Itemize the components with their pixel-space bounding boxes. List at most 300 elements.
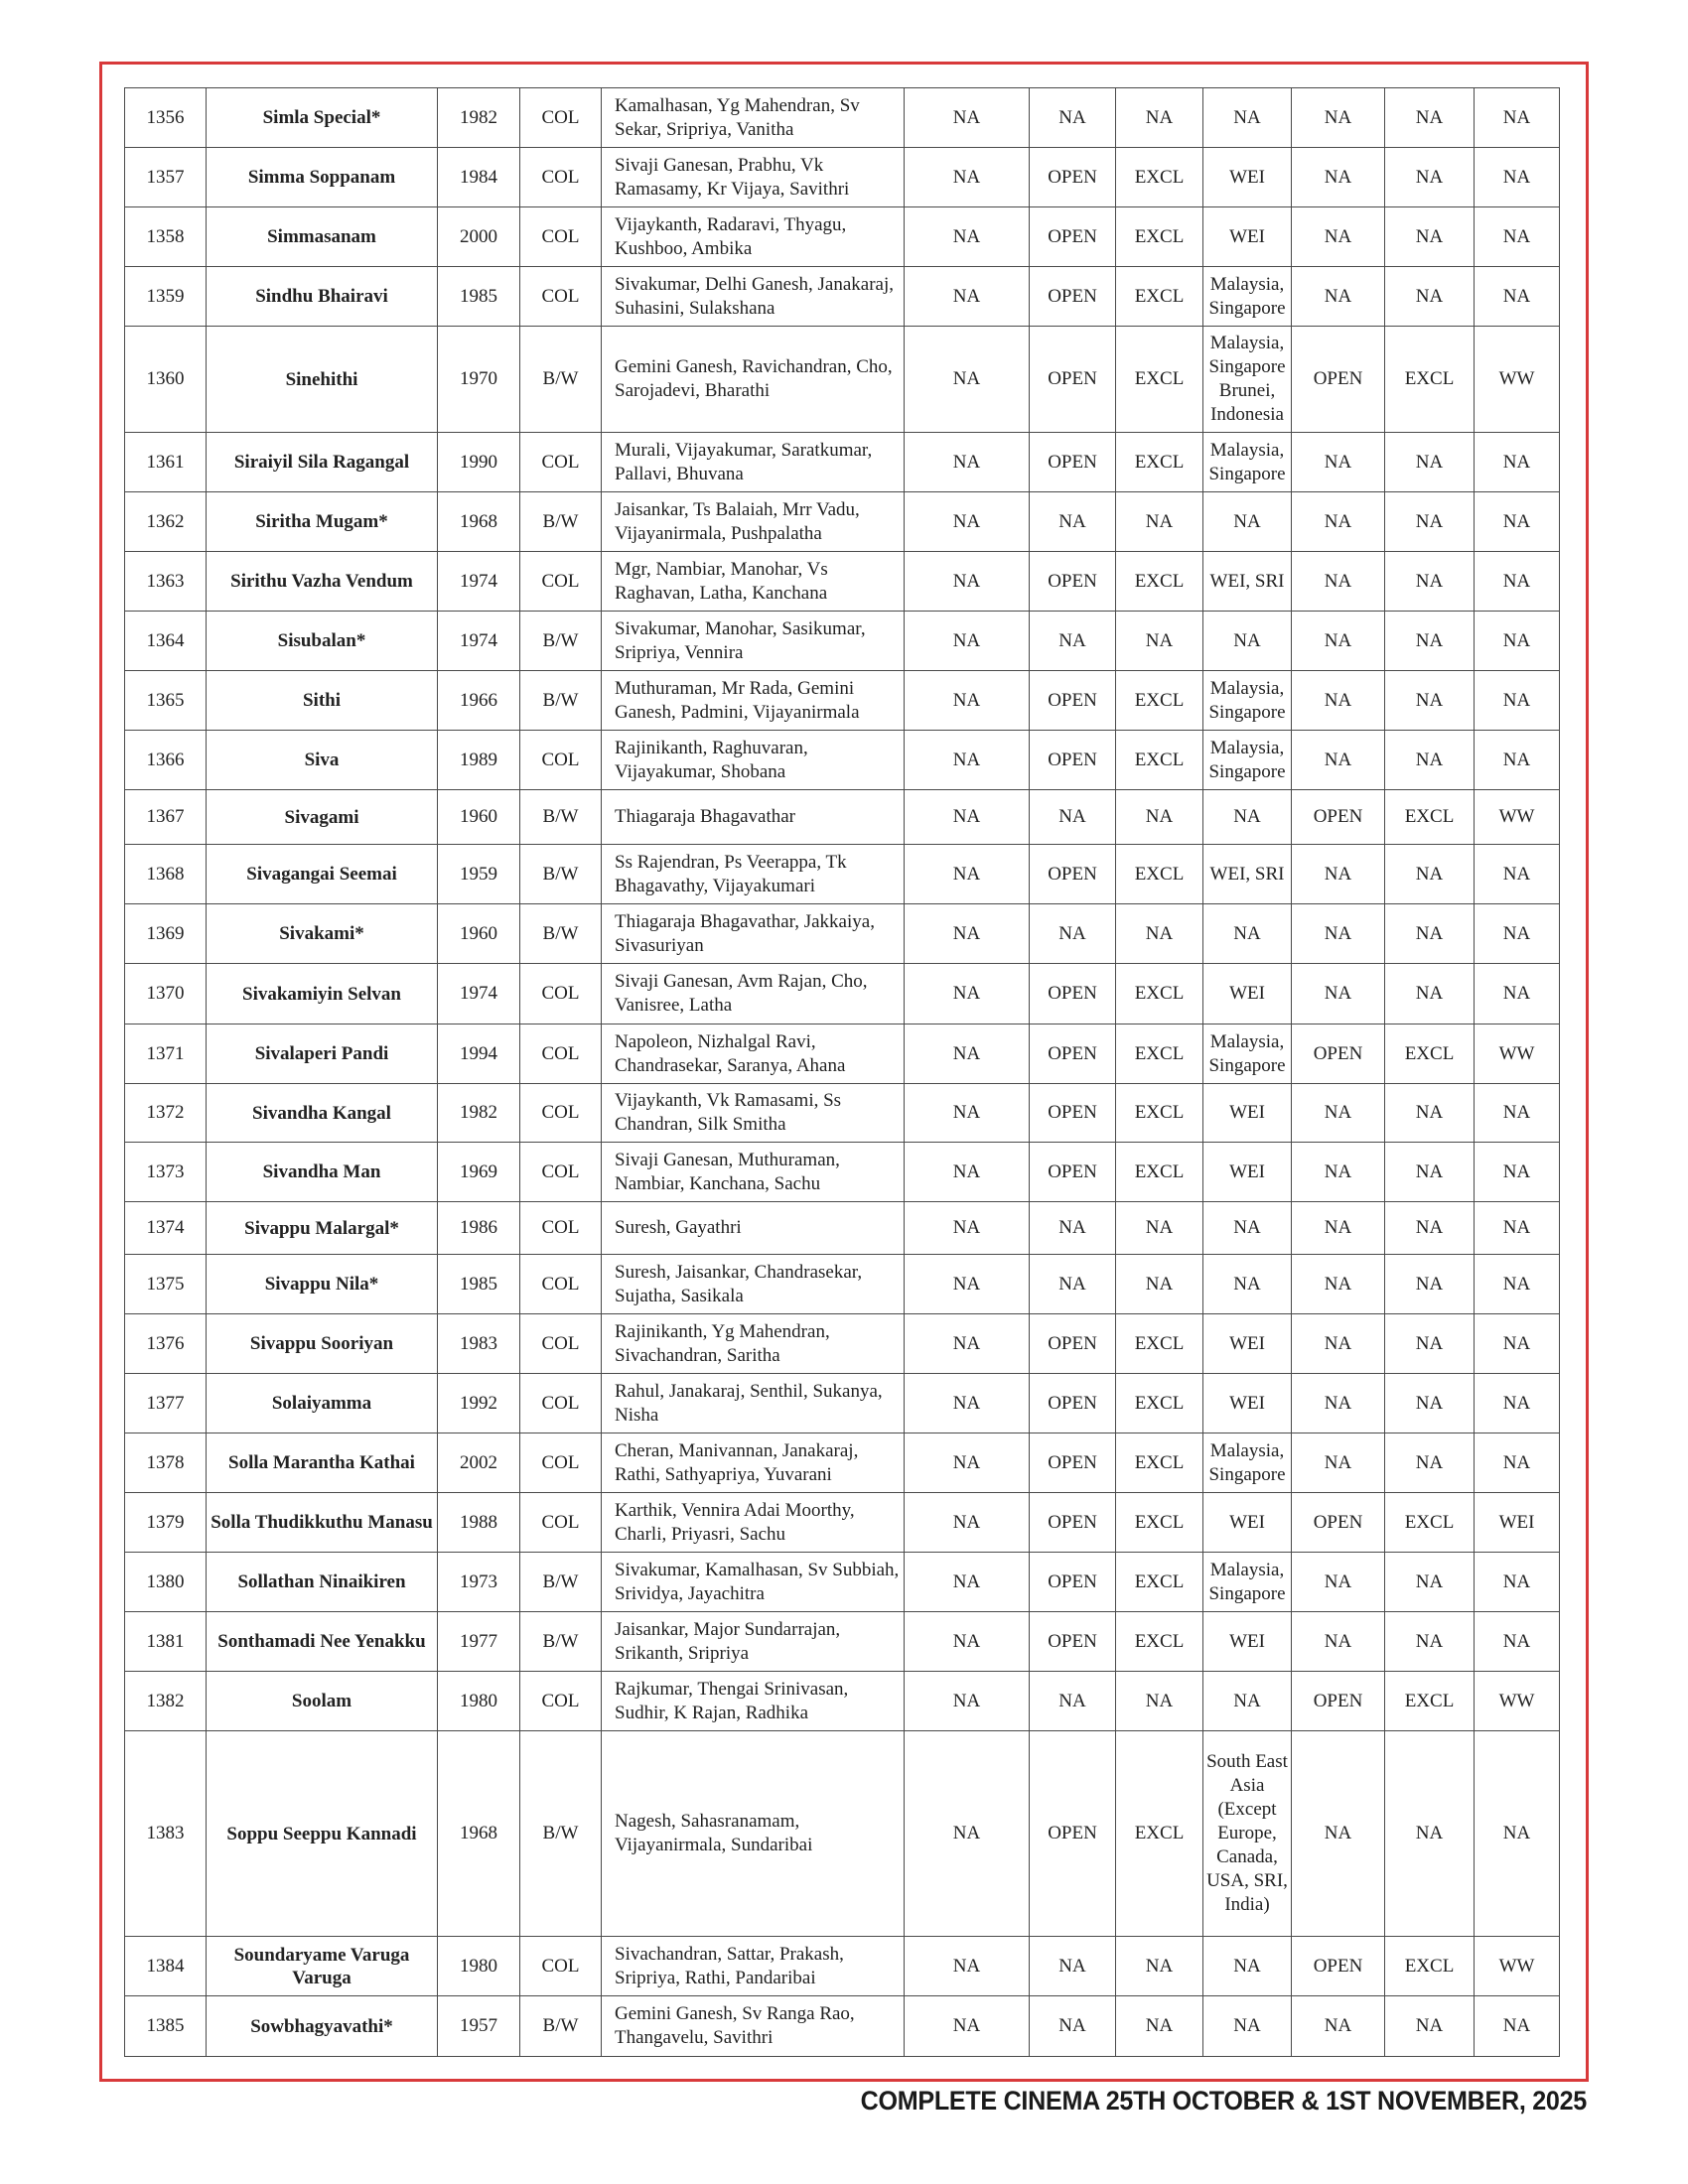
cast-cell: Rajinikanth, Yg Mahendran, Sivachandran, Saritha xyxy=(602,1314,905,1374)
rights-col8-cell: EXCL xyxy=(1116,1024,1203,1084)
year-cell: 1977 xyxy=(438,1612,520,1672)
rights-col11-cell: NA xyxy=(1385,1731,1475,1937)
cast-cell: Vijaykanth, Radaravi, Thyagu, Kushboo, Ambika xyxy=(602,207,905,267)
territory-cell: WEI xyxy=(1203,1314,1292,1374)
territory-cell: NA xyxy=(1203,1255,1292,1314)
rights-col8-cell: EXCL xyxy=(1116,964,1203,1024)
rights-col8-cell: EXCL xyxy=(1116,433,1203,492)
year-cell: 1986 xyxy=(438,1202,520,1255)
rights-col8-cell: EXCL xyxy=(1116,671,1203,731)
year-cell: 1990 xyxy=(438,433,520,492)
rights-col7-cell: NA xyxy=(1030,1672,1116,1731)
territory-cell: Malaysia, Singapore Brunei, Indonesia xyxy=(1203,327,1292,433)
rights-col7-cell: OPEN xyxy=(1030,327,1116,433)
table-row xyxy=(125,1024,1560,1084)
rights-col11-cell: EXCL xyxy=(1385,1493,1475,1553)
rights-col6-cell: NA xyxy=(905,1731,1030,1937)
film-title-cell: Siritha Mugam* xyxy=(207,492,438,552)
table-row xyxy=(125,671,1560,731)
rights-col6-cell: NA xyxy=(905,1672,1030,1731)
year-cell: 1988 xyxy=(438,1493,520,1553)
film-title-cell: Sithi xyxy=(207,671,438,731)
rights-col11-cell: NA xyxy=(1385,904,1475,964)
serial-number-cell: 1368 xyxy=(125,845,207,904)
cast-cell: Thiagaraja Bhagavathar xyxy=(602,790,905,845)
rights-col11-cell: NA xyxy=(1385,207,1475,267)
serial-number-cell: 1366 xyxy=(125,731,207,790)
rights-col11-cell: NA xyxy=(1385,1084,1475,1143)
serial-number-cell: 1370 xyxy=(125,964,207,1024)
rights-col6-cell: NA xyxy=(905,612,1030,671)
format-cell: B/W xyxy=(520,671,602,731)
territory-cell: Malaysia, Singapore xyxy=(1203,731,1292,790)
year-cell: 1968 xyxy=(438,1731,520,1937)
year-cell: 1959 xyxy=(438,845,520,904)
cast-cell: Thiagaraja Bhagavathar, Jakkaiya, Sivasuriyan xyxy=(602,904,905,964)
cast-cell: Vijaykanth, Vk Ramasami, Ss Chandran, Silk Smitha xyxy=(602,1084,905,1143)
year-cell: 1966 xyxy=(438,671,520,731)
territory-cell: Malaysia, Singapore xyxy=(1203,1553,1292,1612)
film-title-cell: Sivandha Kangal xyxy=(207,1084,438,1143)
year-cell: 1994 xyxy=(438,1024,520,1084)
format-cell: COL xyxy=(520,148,602,207)
serial-number-cell: 1378 xyxy=(125,1433,207,1493)
rights-col6-cell: NA xyxy=(905,671,1030,731)
territory-cell: NA xyxy=(1203,612,1292,671)
format-cell: B/W xyxy=(520,904,602,964)
format-cell: COL xyxy=(520,433,602,492)
rights-col6-cell: NA xyxy=(905,207,1030,267)
cast-cell: Rajkumar, Thengai Srinivasan, Sudhir, K Rajan, Radhika xyxy=(602,1672,905,1731)
territory-cell: WEI, SRI xyxy=(1203,552,1292,612)
cast-cell: Sivaji Ganesan, Muthuraman, Nambiar, Kanchana, Sachu xyxy=(602,1143,905,1202)
rights-col8-cell: EXCL xyxy=(1116,1084,1203,1143)
film-title-cell: Soolam xyxy=(207,1672,438,1731)
table-row xyxy=(125,1433,1560,1493)
rights-col7-cell: OPEN xyxy=(1030,1493,1116,1553)
rights-col10-cell: NA xyxy=(1292,1202,1385,1255)
cast-cell: Murali, Vijayakumar, Saratkumar, Pallavi, Bhuvana xyxy=(602,433,905,492)
rights-col11-cell: EXCL xyxy=(1385,1672,1475,1731)
film-title-cell: Sonthamadi Nee Yenakku xyxy=(207,1612,438,1672)
table-row xyxy=(125,1553,1560,1612)
table-row xyxy=(125,492,1560,552)
serial-number-cell: 1357 xyxy=(125,148,207,207)
rights-col8-cell: EXCL xyxy=(1116,1374,1203,1433)
territory-cell: WEI xyxy=(1203,964,1292,1024)
format-cell: COL xyxy=(520,267,602,327)
rights-col12-cell: NA xyxy=(1475,1202,1560,1255)
territory-cell: WEI xyxy=(1203,1143,1292,1202)
territory-cell: Malaysia, Singapore xyxy=(1203,1433,1292,1493)
rights-col10-cell: NA xyxy=(1292,1433,1385,1493)
cast-cell: Jaisankar, Ts Balaiah, Mrr Vadu, Vijayanirmala, Pushpalatha xyxy=(602,492,905,552)
rights-col7-cell: OPEN xyxy=(1030,552,1116,612)
year-cell: 2000 xyxy=(438,207,520,267)
rights-col7-cell: OPEN xyxy=(1030,731,1116,790)
film-title-cell: Solaiyamma xyxy=(207,1374,438,1433)
format-cell: B/W xyxy=(520,790,602,845)
film-title-cell: Sivappu Nila* xyxy=(207,1255,438,1314)
format-cell: COL xyxy=(520,964,602,1024)
film-title-cell: Sirithu Vazha Vendum xyxy=(207,552,438,612)
rights-col12-cell: NA xyxy=(1475,492,1560,552)
format-cell: COL xyxy=(520,1143,602,1202)
rights-col6-cell: NA xyxy=(905,1996,1030,2057)
table-row xyxy=(125,731,1560,790)
rights-col12-cell: NA xyxy=(1475,1612,1560,1672)
film-title-cell: Sindhu Bhairavi xyxy=(207,267,438,327)
table-row xyxy=(125,1731,1560,1937)
serial-number-cell: 1384 xyxy=(125,1937,207,1996)
rights-col8-cell: NA xyxy=(1116,904,1203,964)
rights-col7-cell: NA xyxy=(1030,88,1116,148)
rights-col12-cell: NA xyxy=(1475,433,1560,492)
rights-col12-cell: NA xyxy=(1475,1996,1560,2057)
rights-col7-cell: OPEN xyxy=(1030,1374,1116,1433)
film-title-cell: Siva xyxy=(207,731,438,790)
rights-col12-cell: NA xyxy=(1475,1084,1560,1143)
rights-col12-cell: NA xyxy=(1475,731,1560,790)
table-row xyxy=(125,1084,1560,1143)
film-title-cell: Siraiyil Sila Ragangal xyxy=(207,433,438,492)
rights-col10-cell: NA xyxy=(1292,1143,1385,1202)
rights-col12-cell: NA xyxy=(1475,1553,1560,1612)
rights-col10-cell: NA xyxy=(1292,492,1385,552)
rights-col10-cell: OPEN xyxy=(1292,790,1385,845)
film-rights-table xyxy=(124,87,1560,2057)
rights-col8-cell: EXCL xyxy=(1116,267,1203,327)
rights-col11-cell: NA xyxy=(1385,1996,1475,2057)
rights-col6-cell: NA xyxy=(905,552,1030,612)
film-title-cell: Sinehithi xyxy=(207,327,438,433)
serial-number-cell: 1373 xyxy=(125,1143,207,1202)
rights-col11-cell: NA xyxy=(1385,1374,1475,1433)
rights-col12-cell: NA xyxy=(1475,1731,1560,1937)
rights-col10-cell: NA xyxy=(1292,433,1385,492)
table-row xyxy=(125,267,1560,327)
rights-col7-cell: NA xyxy=(1030,612,1116,671)
serial-number-cell: 1385 xyxy=(125,1996,207,2057)
format-cell: COL xyxy=(520,207,602,267)
rights-col7-cell: NA xyxy=(1030,790,1116,845)
rights-col10-cell: NA xyxy=(1292,207,1385,267)
cast-cell: Muthuraman, Mr Rada, Gemini Ganesh, Padmini, Vijayanirmala xyxy=(602,671,905,731)
rights-col6-cell: NA xyxy=(905,267,1030,327)
rights-col6-cell: NA xyxy=(905,964,1030,1024)
year-cell: 1985 xyxy=(438,267,520,327)
territory-cell: WEI xyxy=(1203,148,1292,207)
cast-cell: Rahul, Janakaraj, Senthil, Sukanya, Nisha xyxy=(602,1374,905,1433)
cast-cell: Nagesh, Sahasranamam, Vijayanirmala, Sundaribai xyxy=(602,1731,905,1937)
film-title-cell: Sivakami* xyxy=(207,904,438,964)
cast-cell: Kamalhasan, Yg Mahendran, Sv Sekar, Sripriya, Vanitha xyxy=(602,88,905,148)
rights-col10-cell: NA xyxy=(1292,88,1385,148)
cast-cell: Suresh, Jaisankar, Chandrasekar, Sujatha, Sasikala xyxy=(602,1255,905,1314)
table-row xyxy=(125,1314,1560,1374)
serial-number-cell: 1376 xyxy=(125,1314,207,1374)
film-title-cell: Solla Marantha Kathai xyxy=(207,1433,438,1493)
rights-col8-cell: EXCL xyxy=(1116,1553,1203,1612)
rights-col10-cell: NA xyxy=(1292,845,1385,904)
film-title-cell: Simma Soppanam xyxy=(207,148,438,207)
rights-col8-cell: NA xyxy=(1116,88,1203,148)
rights-col10-cell: OPEN xyxy=(1292,1672,1385,1731)
year-cell: 1974 xyxy=(438,552,520,612)
rights-col7-cell: NA xyxy=(1030,1202,1116,1255)
year-cell: 1960 xyxy=(438,904,520,964)
rights-col6-cell: NA xyxy=(905,88,1030,148)
territory-cell: South East Asia (Except Europe, Canada, USA, SRI, India) xyxy=(1203,1731,1292,1937)
format-cell: COL xyxy=(520,1202,602,1255)
serial-number-cell: 1367 xyxy=(125,790,207,845)
territory-cell: NA xyxy=(1203,1202,1292,1255)
rights-col12-cell: NA xyxy=(1475,845,1560,904)
serial-number-cell: 1371 xyxy=(125,1024,207,1084)
territory-cell: NA xyxy=(1203,88,1292,148)
rights-col8-cell: EXCL xyxy=(1116,731,1203,790)
cast-cell: Ss Rajendran, Ps Veerappa, Tk Bhagavathy, Vijayakumari xyxy=(602,845,905,904)
rights-col11-cell: NA xyxy=(1385,1314,1475,1374)
cast-cell: Rajinikanth, Raghuvaran, Vijayakumar, Shobana xyxy=(602,731,905,790)
serial-number-cell: 1380 xyxy=(125,1553,207,1612)
film-title-cell: Sivandha Man xyxy=(207,1143,438,1202)
rights-col8-cell: NA xyxy=(1116,1255,1203,1314)
territory-cell: NA xyxy=(1203,492,1292,552)
rights-col10-cell: NA xyxy=(1292,552,1385,612)
film-title-cell: Sivagami xyxy=(207,790,438,845)
rights-col7-cell: NA xyxy=(1030,904,1116,964)
territory-cell: WEI, SRI xyxy=(1203,845,1292,904)
rights-col7-cell: NA xyxy=(1030,1996,1116,2057)
territory-cell: NA xyxy=(1203,904,1292,964)
format-cell: COL xyxy=(520,1374,602,1433)
rights-col12-cell: WW xyxy=(1475,1024,1560,1084)
rights-col6-cell: NA xyxy=(905,790,1030,845)
rights-col8-cell: EXCL xyxy=(1116,1143,1203,1202)
serial-number-cell: 1369 xyxy=(125,904,207,964)
film-title-cell: Sisubalan* xyxy=(207,612,438,671)
format-cell: B/W xyxy=(520,1731,602,1937)
rights-col8-cell: EXCL xyxy=(1116,1731,1203,1937)
year-cell: 1980 xyxy=(438,1937,520,1996)
table-row xyxy=(125,1672,1560,1731)
cast-cell: Sivakumar, Kamalhasan, Sv Subbiah, Srividya, Jayachitra xyxy=(602,1553,905,1612)
territory-cell: WEI xyxy=(1203,207,1292,267)
format-cell: COL xyxy=(520,1937,602,1996)
rights-col12-cell: NA xyxy=(1475,1314,1560,1374)
format-cell: COL xyxy=(520,1024,602,1084)
rights-col10-cell: NA xyxy=(1292,612,1385,671)
cast-cell: Karthik, Vennira Adai Moorthy, Charli, Priyasri, Sachu xyxy=(602,1493,905,1553)
serial-number-cell: 1361 xyxy=(125,433,207,492)
rights-col11-cell: NA xyxy=(1385,612,1475,671)
table-row xyxy=(125,207,1560,267)
year-cell: 1973 xyxy=(438,1553,520,1612)
rights-col10-cell: NA xyxy=(1292,1374,1385,1433)
format-cell: COL xyxy=(520,88,602,148)
territory-cell: WEI xyxy=(1203,1084,1292,1143)
rights-col6-cell: NA xyxy=(905,1612,1030,1672)
cast-cell: Sivachandran, Sattar, Prakash, Sripriya, Rathi, Pandaribai xyxy=(602,1937,905,1996)
cast-cell: Sivakumar, Manohar, Sasikumar, Sripriya, Vennira xyxy=(602,612,905,671)
table-row xyxy=(125,1202,1560,1255)
table-row xyxy=(125,612,1560,671)
cast-cell: Sivakumar, Delhi Ganesh, Janakaraj, Suhasini, Sulakshana xyxy=(602,267,905,327)
film-title-cell: Sivakamiyin Selvan xyxy=(207,964,438,1024)
rights-col12-cell: NA xyxy=(1475,148,1560,207)
rights-col11-cell: NA xyxy=(1385,1433,1475,1493)
rights-col7-cell: OPEN xyxy=(1030,1024,1116,1084)
serial-number-cell: 1362 xyxy=(125,492,207,552)
rights-col10-cell: OPEN xyxy=(1292,1493,1385,1553)
cast-cell: Napoleon, Nizhalgal Ravi, Chandrasekar, Saranya, Ahana xyxy=(602,1024,905,1084)
rights-col11-cell: NA xyxy=(1385,671,1475,731)
rights-col11-cell: NA xyxy=(1385,845,1475,904)
rights-col11-cell: NA xyxy=(1385,148,1475,207)
serial-number-cell: 1358 xyxy=(125,207,207,267)
rights-col10-cell: NA xyxy=(1292,1553,1385,1612)
territory-cell: WEI xyxy=(1203,1612,1292,1672)
rights-col10-cell: NA xyxy=(1292,904,1385,964)
rights-col7-cell: OPEN xyxy=(1030,1433,1116,1493)
rights-col7-cell: OPEN xyxy=(1030,1314,1116,1374)
rights-col7-cell: NA xyxy=(1030,1255,1116,1314)
territory-cell: NA xyxy=(1203,1996,1292,2057)
year-cell: 1980 xyxy=(438,1672,520,1731)
format-cell: COL xyxy=(520,731,602,790)
rights-col11-cell: NA xyxy=(1385,1553,1475,1612)
territory-cell: WEI xyxy=(1203,1374,1292,1433)
rights-col7-cell: OPEN xyxy=(1030,433,1116,492)
rights-col12-cell: NA xyxy=(1475,1433,1560,1493)
rights-col8-cell: NA xyxy=(1116,492,1203,552)
rights-col11-cell: NA xyxy=(1385,1612,1475,1672)
serial-number-cell: 1374 xyxy=(125,1202,207,1255)
serial-number-cell: 1364 xyxy=(125,612,207,671)
territory-cell: WEI xyxy=(1203,1493,1292,1553)
rights-col6-cell: NA xyxy=(905,433,1030,492)
rights-col6-cell: NA xyxy=(905,1553,1030,1612)
serial-number-cell: 1377 xyxy=(125,1374,207,1433)
film-title-cell: Soundaryame Varuga Varuga xyxy=(207,1937,438,1996)
rights-col7-cell: OPEN xyxy=(1030,207,1116,267)
cast-cell: Cheran, Manivannan, Janakaraj, Rathi, Sathyapriya, Yuvarani xyxy=(602,1433,905,1493)
table-row xyxy=(125,552,1560,612)
rights-col7-cell: NA xyxy=(1030,492,1116,552)
year-cell: 1969 xyxy=(438,1143,520,1202)
format-cell: B/W xyxy=(520,1553,602,1612)
rights-col10-cell: NA xyxy=(1292,964,1385,1024)
rights-col11-cell: EXCL xyxy=(1385,1024,1475,1084)
rights-col10-cell: NA xyxy=(1292,731,1385,790)
rights-col7-cell: OPEN xyxy=(1030,1731,1116,1937)
cast-cell: Gemini Ganesh, Ravichandran, Cho, Sarojadevi, Bharathi xyxy=(602,327,905,433)
year-cell: 1974 xyxy=(438,612,520,671)
format-cell: COL xyxy=(520,1433,602,1493)
rights-col11-cell: EXCL xyxy=(1385,1937,1475,1996)
rights-col11-cell: NA xyxy=(1385,433,1475,492)
table-row xyxy=(125,1493,1560,1553)
film-title-cell: Sivappu Sooriyan xyxy=(207,1314,438,1374)
territory-cell: Malaysia, Singapore xyxy=(1203,267,1292,327)
format-cell: B/W xyxy=(520,1996,602,2057)
year-cell: 1985 xyxy=(438,1255,520,1314)
serial-number-cell: 1383 xyxy=(125,1731,207,1937)
film-title-cell: Sivappu Malargal* xyxy=(207,1202,438,1255)
territory-cell: Malaysia, Singapore xyxy=(1203,1024,1292,1084)
serial-number-cell: 1375 xyxy=(125,1255,207,1314)
rights-col6-cell: NA xyxy=(905,1202,1030,1255)
rights-col12-cell: NA xyxy=(1475,88,1560,148)
rights-col8-cell: NA xyxy=(1116,1937,1203,1996)
territory-cell: NA xyxy=(1203,1672,1292,1731)
rights-col10-cell: NA xyxy=(1292,1731,1385,1937)
film-title-cell: Sivalaperi Pandi xyxy=(207,1024,438,1084)
rights-col11-cell: NA xyxy=(1385,552,1475,612)
table-row xyxy=(125,1937,1560,1996)
rights-col11-cell: EXCL xyxy=(1385,790,1475,845)
rights-col12-cell: WEI xyxy=(1475,1493,1560,1553)
year-cell: 1974 xyxy=(438,964,520,1024)
table-row xyxy=(125,790,1560,845)
rights-col8-cell: EXCL xyxy=(1116,552,1203,612)
cast-cell: Sivaji Ganesan, Avm Rajan, Cho, Vanisree, Latha xyxy=(602,964,905,1024)
rights-col11-cell: NA xyxy=(1385,492,1475,552)
table-row xyxy=(125,1143,1560,1202)
year-cell: 1970 xyxy=(438,327,520,433)
rights-col8-cell: NA xyxy=(1116,1672,1203,1731)
rights-col11-cell: NA xyxy=(1385,731,1475,790)
rights-col12-cell: WW xyxy=(1475,1937,1560,1996)
table-row xyxy=(125,148,1560,207)
serial-number-cell: 1360 xyxy=(125,327,207,433)
rights-col10-cell: OPEN xyxy=(1292,327,1385,433)
rights-col11-cell: EXCL xyxy=(1385,327,1475,433)
rights-col11-cell: NA xyxy=(1385,88,1475,148)
rights-col6-cell: NA xyxy=(905,327,1030,433)
year-cell: 1968 xyxy=(438,492,520,552)
serial-number-cell: 1365 xyxy=(125,671,207,731)
format-cell: COL xyxy=(520,1255,602,1314)
format-cell: COL xyxy=(520,1314,602,1374)
rights-col10-cell: NA xyxy=(1292,671,1385,731)
rights-col6-cell: NA xyxy=(905,1433,1030,1493)
table-row xyxy=(125,1996,1560,2057)
year-cell: 1982 xyxy=(438,1084,520,1143)
table-row xyxy=(125,1255,1560,1314)
cast-cell: Gemini Ganesh, Sv Ranga Rao, Thangavelu, Savithri xyxy=(602,1996,905,2057)
format-cell: B/W xyxy=(520,1612,602,1672)
serial-number-cell: 1379 xyxy=(125,1493,207,1553)
year-cell: 1989 xyxy=(438,731,520,790)
format-cell: B/W xyxy=(520,327,602,433)
rights-col11-cell: NA xyxy=(1385,267,1475,327)
rights-col6-cell: NA xyxy=(905,1493,1030,1553)
rights-col12-cell: NA xyxy=(1475,267,1560,327)
rights-col8-cell: NA xyxy=(1116,1202,1203,1255)
rights-col6-cell: NA xyxy=(905,148,1030,207)
film-title-cell: Sivagangai Seemai xyxy=(207,845,438,904)
rights-col10-cell: OPEN xyxy=(1292,1024,1385,1084)
table-row xyxy=(125,88,1560,148)
table-row xyxy=(125,964,1560,1024)
territory-cell: NA xyxy=(1203,1937,1292,1996)
territory-cell: Malaysia, Singapore xyxy=(1203,433,1292,492)
rights-col8-cell: NA xyxy=(1116,612,1203,671)
rights-col6-cell: NA xyxy=(905,731,1030,790)
film-title-cell: Solla Thudikkuthu Manasu xyxy=(207,1493,438,1553)
